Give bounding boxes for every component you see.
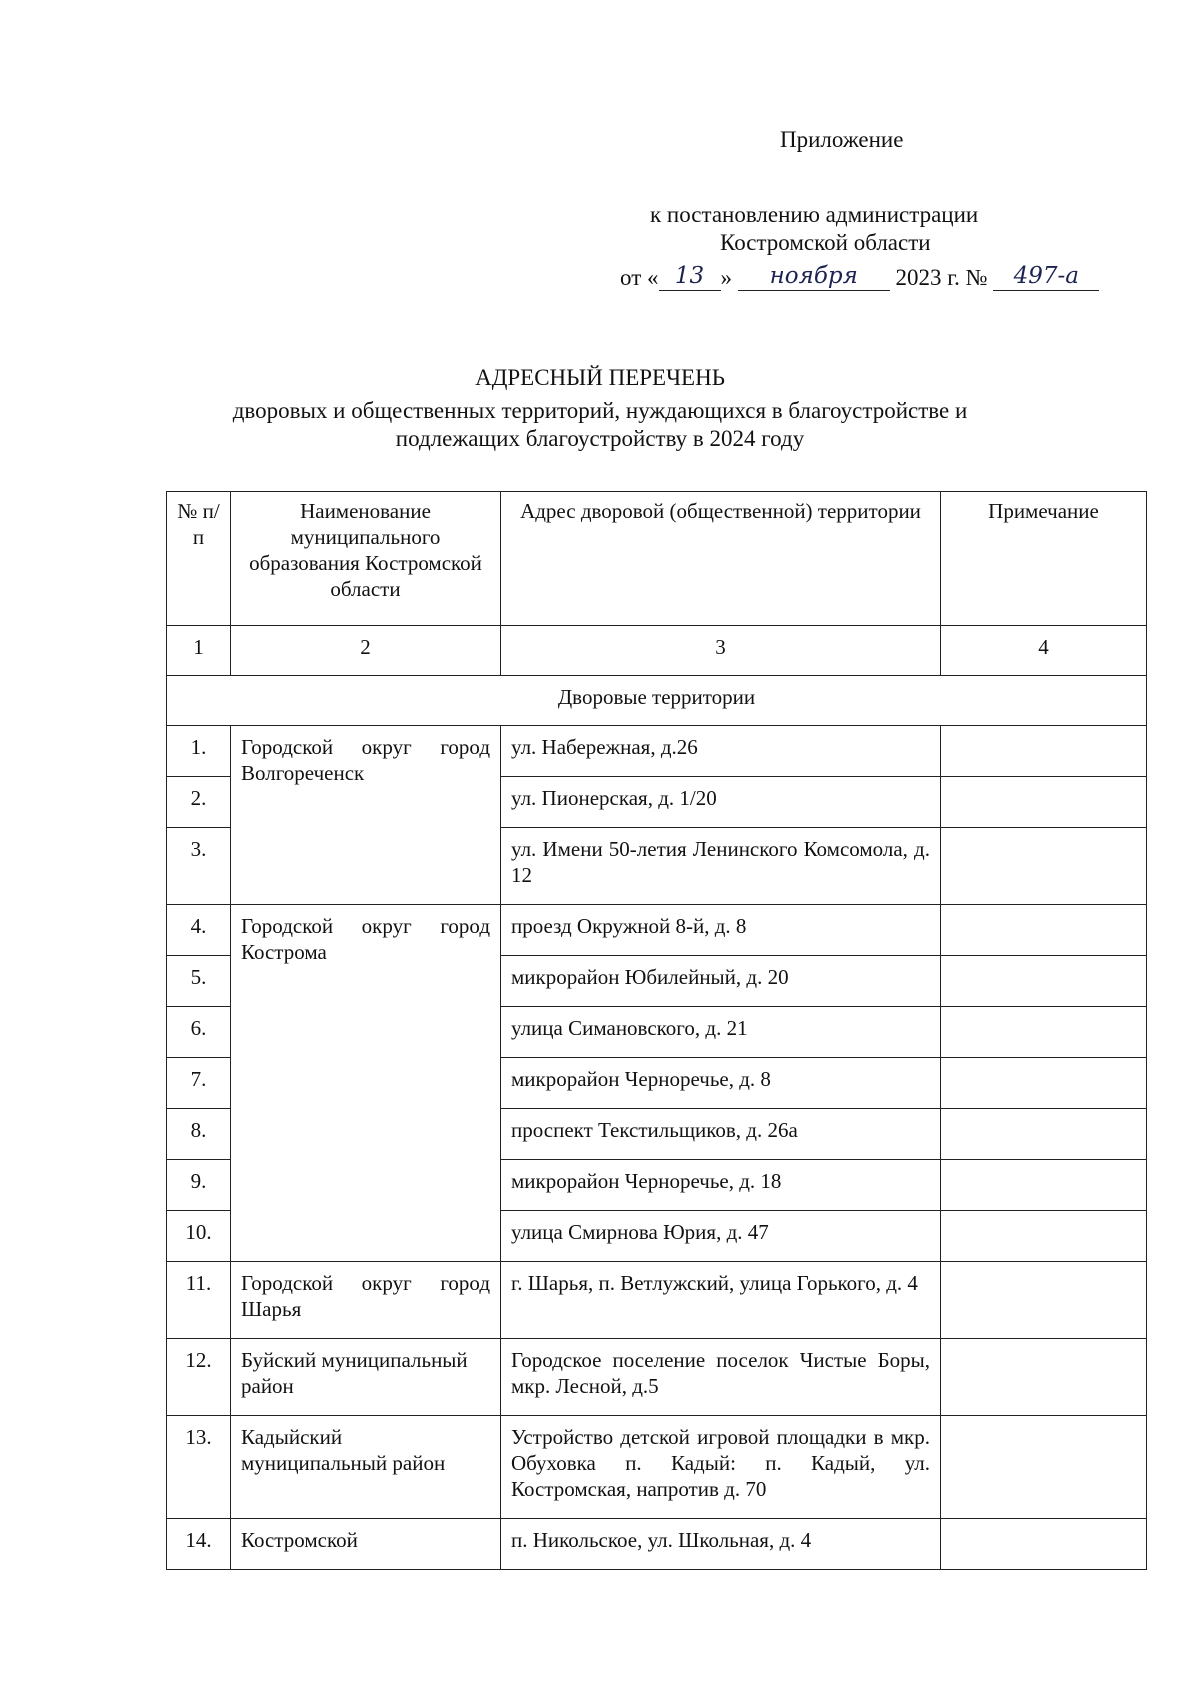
column-number: 4: [941, 626, 1147, 676]
note-cell: [941, 1262, 1147, 1339]
document-title: АДРЕСНЫЙ ПЕРЕЧЕНЬ: [475, 365, 725, 390]
note-cell: [941, 1109, 1147, 1160]
date-year: 2023 г. №: [895, 265, 988, 290]
note-cell: [941, 726, 1147, 777]
column-header-address: Адрес дворовой (общественной) территории: [501, 492, 941, 626]
section-title: Дворовые территории: [167, 676, 1147, 726]
row-number: 10.: [167, 1211, 231, 1262]
row-number: 9.: [167, 1160, 231, 1211]
address-cell: проезд Окружной 8-й, д. 8: [501, 905, 941, 956]
row-number: 6.: [167, 1007, 231, 1058]
row-number: 4.: [167, 905, 231, 956]
row-number: 11.: [167, 1262, 231, 1339]
handwritten-day: 13: [659, 262, 721, 291]
date-close-quote: »: [720, 265, 732, 290]
document-subtitle-line1: дворовых и общественных территорий, нуждающихся в благоустройстве и: [232, 398, 968, 423]
row-number: 7.: [167, 1058, 231, 1109]
table-row: [167, 905, 1147, 956]
municipality-cell: Городской округ город Волгореченск: [231, 726, 501, 905]
row-number: 14.: [167, 1519, 231, 1570]
row-number: 13.: [167, 1416, 231, 1519]
appendix-label: Приложение: [780, 127, 904, 152]
row-number: 8.: [167, 1109, 231, 1160]
address-cell: улица Смирнова Юрия, д. 47: [501, 1211, 941, 1262]
decree-reference-line1: к постановлению администрации: [650, 202, 979, 227]
table-row: [167, 726, 1147, 777]
table-row: [167, 1416, 1147, 1519]
note-cell: [941, 1211, 1147, 1262]
table-row: [167, 1262, 1147, 1339]
row-number: 5.: [167, 956, 231, 1007]
municipality-cell: Городской округ город Кострома: [231, 905, 501, 1262]
address-cell: ул. Имени 50-летия Ленинского Комсомола, д. 12: [501, 828, 941, 905]
document-subtitle-line2: подлежащих благоустройству в 2024 году: [395, 426, 805, 451]
table-row: [167, 1339, 1147, 1416]
municipality-cell: Кадыйский муниципальный район: [231, 1416, 501, 1519]
note-cell: [941, 1416, 1147, 1519]
column-number: 3: [501, 626, 941, 676]
column-number: 1: [167, 626, 231, 676]
note-cell: [941, 1058, 1147, 1109]
column-header-municipality: Наименование муниципального образования Костромской области: [231, 492, 501, 626]
section-row: [167, 676, 1147, 726]
address-list-table: [166, 491, 1147, 1570]
row-number: 1.: [167, 726, 231, 777]
municipality-cell: Городской округ город Шарья: [231, 1262, 501, 1339]
note-cell: [941, 828, 1147, 905]
row-number: 3.: [167, 828, 231, 905]
address-cell: микрорайон Юбилейный, д. 20: [501, 956, 941, 1007]
handwritten-month: ноября: [738, 262, 890, 291]
address-cell: микрорайон Черноречье, д. 18: [501, 1160, 941, 1211]
note-cell: [941, 905, 1147, 956]
note-cell: [941, 1160, 1147, 1211]
address-cell: ул. Пионерская, д. 1/20: [501, 777, 941, 828]
note-cell: [941, 777, 1147, 828]
municipality-cell: Костромской: [231, 1519, 501, 1570]
column-number-row: [167, 626, 1147, 676]
note-cell: [941, 1007, 1147, 1058]
table-header-row: [167, 492, 1147, 626]
row-number: 12.: [167, 1339, 231, 1416]
table-row: [167, 1519, 1147, 1570]
address-cell: микрорайон Черноречье, д. 8: [501, 1058, 941, 1109]
note-cell: [941, 956, 1147, 1007]
decree-date-line: [620, 264, 1099, 293]
address-cell: Городское поселение поселок Чистые Боры, мкр. Лесной, д.5: [501, 1339, 941, 1416]
address-cell: проспект Текстильщиков, д. 26а: [501, 1109, 941, 1160]
row-number: 2.: [167, 777, 231, 828]
date-prefix: от «: [620, 265, 659, 290]
handwritten-decree-number: 497-а: [993, 262, 1099, 291]
note-cell: [941, 1339, 1147, 1416]
municipality-cell: Буйский муниципальный район: [231, 1339, 501, 1416]
column-header-note: Примечание: [941, 492, 1147, 626]
address-cell: Устройство детской игровой площадки в мкр. Обуховка п. Кадый: п. Кадый, ул. Костромская, напротив д. 70: [501, 1416, 941, 1519]
address-cell: ул. Набережная, д.26: [501, 726, 941, 777]
address-cell: п. Никольское, ул. Школьная, д. 4: [501, 1519, 941, 1570]
column-header-number: № п/п: [167, 492, 231, 626]
address-cell: улица Симановского, д. 21: [501, 1007, 941, 1058]
address-cell: г. Шарья, п. Ветлужский, улица Горького, д. 4: [501, 1262, 941, 1339]
column-number: 2: [231, 626, 501, 676]
decree-reference-line2: Костромской области: [720, 230, 931, 255]
note-cell: [941, 1519, 1147, 1570]
